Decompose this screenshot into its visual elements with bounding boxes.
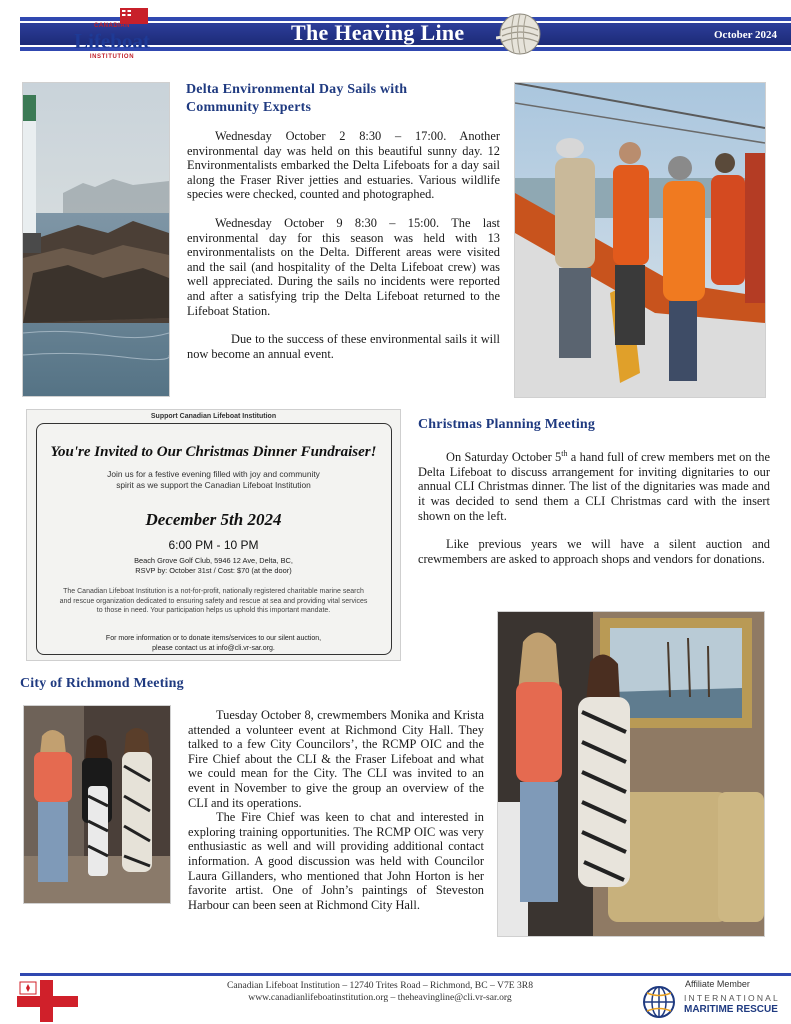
delta-paragraph-2: Wednesday October 9 8:30 – 15:00. The last environmental day for this season was held with 13 environmentalists on the Delta. Different areas were visited and the sail (and hospitality of the Delta Lifeboat crew) was well appreciated. During the sails no incidents were reported and after a satisfying trip the Delta Lifeboat returned to the Lifeboat Station. [187, 215, 500, 318]
richmond-article-body [188, 708, 484, 926]
richmond-paragraph-2: The Fire Chief was keen to chat and interested in exploring training opportunities. The RCMP OIC was very enthusiastic as well and will providing additional contact information. A good discussion was held with Councilor Laura Gillanders, who mentioned that John Horton is her favorite artist. One of John’s paintings of Steveston Harbour can been seen at Richmond City Hall. [188, 810, 484, 912]
logo-lifeboat: Lifeboat [74, 29, 150, 53]
logo-institution: INSTITUTION [89, 54, 135, 60]
logo-canadian: CANADIAN [94, 23, 130, 29]
cli-logo [62, 4, 162, 62]
invitation-contact [57, 634, 370, 653]
invitation-venue [27, 556, 400, 576]
invitation-contact-line1: For more information or to donate items/services to our silent auction, [105, 635, 322, 642]
christmas-p1-end: a hand full of crew members met on the Delta Lifeboat to discuss arrangement for inviting dignitaries to our annual CLI Christmas dinner. The list of the dignitaries was made and it was decided to send them a CLI Christmas card with the insert shown on the left. [418, 450, 770, 523]
invitation-date: December 5th 2024 [145, 510, 282, 529]
invitation-time: 6:00 PM - 10 PM [168, 538, 259, 552]
christmas-p1-sup: th [561, 449, 568, 458]
photo-jetty-lighthouse [23, 83, 169, 396]
footer-address [170, 980, 590, 1004]
delta-article-body [187, 129, 500, 375]
heading-richmond-meeting: City of Richmond Meeting [20, 676, 184, 691]
invitation-contact-line2: please contact us at info@cli.vr-sar.org. [152, 644, 275, 652]
christmas-paragraph-1 [418, 447, 770, 523]
christmas-p1-start: On Saturday October 5 [446, 450, 562, 465]
invitation-rsvp: RSVP by: October 31st / Cost: $70 (at the door) [135, 566, 292, 575]
invitation-support-line: Support Canadian Lifeboat Institution [150, 413, 277, 420]
christmas-dinner-invitation [27, 410, 400, 660]
heading-christmas-planning: Christmas Planning Meeting [418, 417, 596, 432]
photo-crew-with-painting [498, 612, 764, 936]
delta-paragraph-1: Wednesday October 2 8:30 – 17:00. Another environmental day was held on this beautiful sunny day. 12 Environmentalists embarked the Delta Lifeboats for a day sail along the Fraser River jetties and estuaries. Various wildlife species were checked, counted and photographed. [187, 129, 500, 202]
invitation-about: The Canadian Lifeboat Institution is a not-for-profit, nationally registered charitable marine search and rescue organization dedicated to ensuring safety and rescue at sea and providing vital services to those in need. Your participation helps us uphold this important mandate. [59, 588, 368, 615]
footer-rule [20, 973, 791, 976]
footer-international: INTERNATIONAL [684, 993, 780, 1003]
footer-maritime-rescue: MARITIME RESCUE [684, 1004, 778, 1015]
invitation-subtitle-line2: spirit as we support the Canadian Lifeboat Institution [116, 480, 311, 490]
photo-richmond-city-hall [24, 706, 170, 903]
christmas-paragraph-2: Like previous years we will have a silent auction and crewmembers are asked to approach shops and vendors for donations. [418, 537, 770, 566]
footer-affiliate-label: Affiliate Member [685, 979, 750, 989]
invitation-title: You're Invited to Our Christmas Dinner Fundraiser! [50, 444, 377, 460]
delta-paragraph-3: Due to the success of these environmental sails it will now become an annual event. [187, 332, 500, 361]
masthead-title: The Heaving Line [291, 20, 465, 45]
issue-date: October 2024 [714, 29, 778, 41]
globe-icon [641, 985, 677, 1019]
invitation-subtitle [67, 469, 360, 491]
footer-address-line: Canadian Lifeboat Institution – 12740 Trites Road – Richmond, BC – V7E 3R8 [226, 980, 534, 991]
red-cross-flag-icon [17, 980, 78, 1022]
heading-delta-line2: Community Experts [186, 100, 312, 115]
monkey-fist-knot-icon [496, 10, 544, 58]
invitation-subtitle-line1: Join us for a festive evening filled with joy and community [107, 469, 320, 479]
heading-delta-sails [186, 81, 486, 117]
heading-delta-line1: Delta Environmental Day Sails with [186, 82, 408, 97]
photo-environmentalists-on-deck [515, 83, 765, 397]
richmond-paragraph-1: Tuesday October 8, crewmembers Monika and Krista attended a volunteer event at Richmond City Hall. They talked to a few City Councilors’, the RCMP OIC and the Fire Chief about the CLI & the Fraser Lifeboat and what we could mean for the City. The CLI was invited to an event in November to give the group an overview of the CLI and its operations. [188, 708, 484, 810]
footer-web-email: www.canadianlifeboatinstitution.org – theheavingline@cli.vr-sar.org [248, 992, 512, 1003]
invitation-venue-address: Beach Grove Golf Club, 5946 12 Ave, Delta, BC, [134, 556, 293, 565]
red-ensign-icon [120, 8, 148, 24]
christmas-article-body [418, 447, 770, 580]
